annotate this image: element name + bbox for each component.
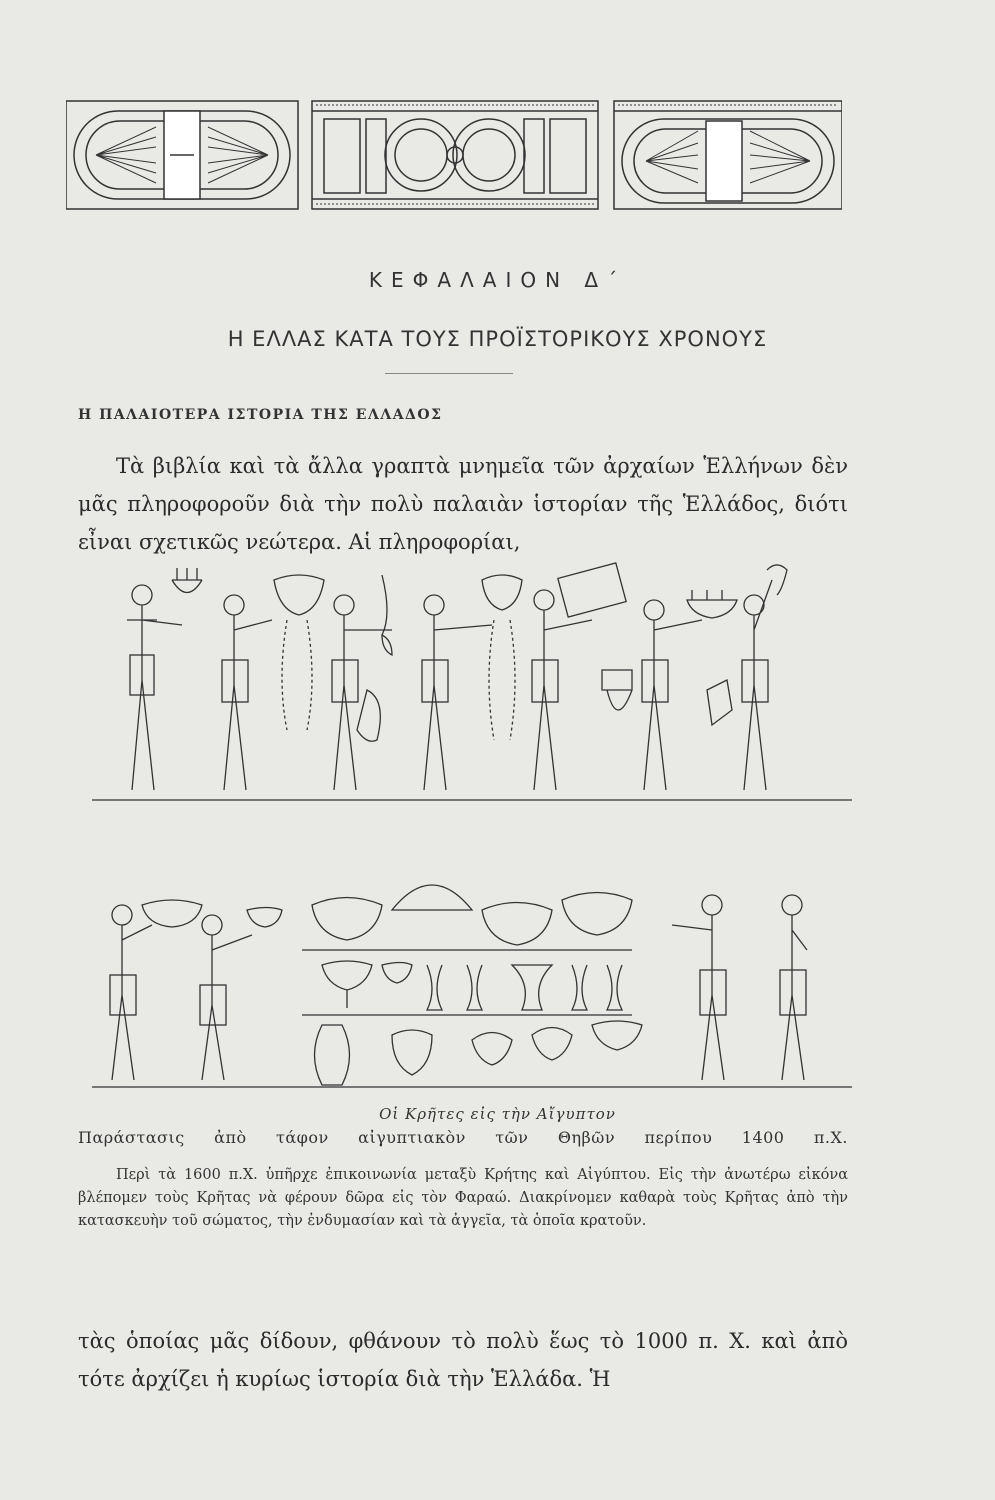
frieze-procession	[92, 560, 852, 810]
chapter-heading: ΚΕΦΑΛΑΙΟΝ Δ΄	[368, 268, 627, 292]
procession-illustration	[92, 560, 852, 810]
ornament-illustration	[66, 97, 842, 212]
figure-caption-title: Οἱ Κρῆτες εἰς τὴν Αἴγυπτον	[379, 1105, 616, 1123]
figure-caption-subtitle: Παράστασις ἀπὸ τάφον αἰγυπτιακὸν τῶν Θηβῶν περίπου 1400 π.Χ.	[78, 1128, 848, 1147]
paragraph-2: τὰς ὁποίας μᾶς δίδουν, φθάνουν τὸ πολὺ ἕως τὸ 1000 π. Χ. καὶ ἀπὸ τότε ἀρχίζει ἡ κυρίως ἱστορία διὰ τὴν Ἑλλάδα. Ἡ	[78, 1329, 848, 1391]
section-heading: Η ΠΑΛΑΙΟΤΕΡΑ ΙΣΤΟΡΙΑ ΤΗΣ ΕΛΛΑΔΟΣ	[78, 407, 443, 423]
header-ornament	[66, 97, 842, 212]
paragraph-1: Τὰ βιβλία καὶ τὰ ἄλλα γραπτὰ μνημεῖα τῶν ἀρχαίων Ἑλλήνων δὲν μᾶς πληροφοροῦν διὰ τὴν πολὺ παλαιὰν ἱστορίαν τῆς Ἑλλάδος, διότι εἶναι σχετικῶς νεώτερα. Αἱ πληροφορίαι,	[78, 454, 848, 554]
chapter-title: Η ΕΛΛΑΣ ΚΑΤΑ ΤΟΥΣ ΠΡΟΪΣΤΟΡΙΚΟΥΣ ΧΡΟΝΟΥΣ	[227, 327, 768, 351]
title-divider	[385, 373, 513, 374]
frieze-offerings	[92, 855, 852, 1095]
figure-note: Περὶ τὰ 1600 π.Χ. ὑπῆρχε ἐπικοινωνία μεταξὺ Κρήτης καὶ Αἰγύπτου. Εἰς τὴν ἀνωτέρω εἰκόνα βλέπομεν τοὺς Κρῆτας νὰ φέρουν δῶρα εἰς τὸν Φαραώ. Διακρίνομεν καθαρὰ τοὺς Κρῆτας ἀπὸ τὴν κατασκευὴν τοῦ σώματος, τὴν ἐνδυμασίαν καὶ τὰ ἀγγεῖα, τὰ ὁποῖα κρατοῦν.	[78, 1167, 848, 1229]
offerings-illustration	[92, 855, 852, 1095]
